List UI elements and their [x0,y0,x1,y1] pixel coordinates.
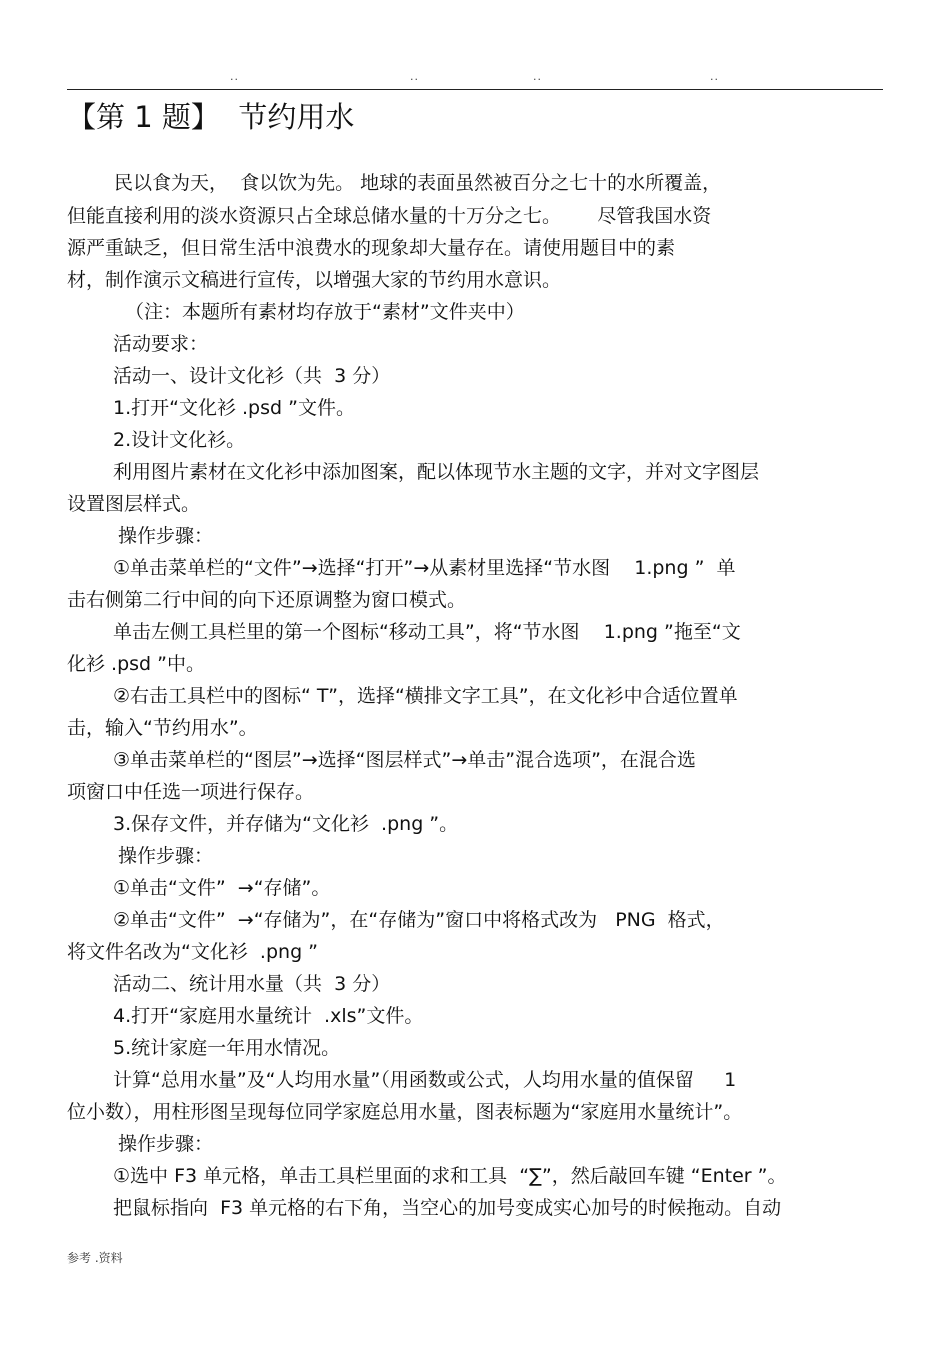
paragraph-line: （注：本题所有素材均存放于“素材”文件夹中） [125,301,525,323]
paragraph-line: 2.设计文化衫。 [113,429,246,451]
header-dots: .. [410,70,419,83]
paragraph-line: 4.打开“家庭用水量统计 .xls”文件。 [113,1005,424,1027]
paragraph-line: 活动要求： [113,333,209,355]
paragraph-line: 5.统计家庭一年用水情况。 [113,1037,341,1059]
paragraph-line: 项窗口中任选一项进行保存。 [67,781,315,803]
paragraph-line: 位小数），用柱形图呈现每位同学家庭总用水量，图表标题为“家庭用水量统计”。 [67,1101,743,1123]
paragraph-line: ③单击菜单栏的“图层”→选择“图层样式”→单击”混合选项”，在混合选 [113,749,696,771]
paragraph-line: 活动二、统计用水量（共 3 分） [113,973,391,995]
paragraph-line: 1.打开“文化衫 .psd ”文件。 [113,397,355,419]
paragraph-line: 源严重缺乏，但日常生活中浪费水的现象却大量存在。请使用题目中的素 [67,237,676,259]
paragraph-line: 操作步骤： [118,845,214,867]
paragraph-line: 利用图片素材在文化衫中添加图案，配以体现节水主题的文字，并对文字图层 [113,461,760,483]
paragraph-line: 但能直接利用的淡水资源只占全球总储水量的十万分之七。 尽管我国水资 [67,205,712,227]
header-dots: .. [533,70,542,83]
header-dots: .. [710,70,719,83]
paragraph-line: ①选中 F3 单元格，单击工具栏里面的求和工具 “∑”，然后敲回车键 “Enter ”。 [113,1165,787,1187]
paragraph-line: 击右侧第二行中间的向下还原调整为窗口模式。 [67,589,467,611]
paragraph-line: 操作步骤： [118,525,214,547]
paragraph-line: ①单击“文件” →“存储”。 [113,877,331,899]
paragraph-line: ②单击“文件” →“存储为”，在“存储为”窗口中将格式改为 PNG 格式， [113,909,725,931]
paragraph-line: 3.保存文件，并存储为“文化衫 .png ”。 [113,813,459,835]
header-rule [67,89,883,90]
paragraph-line: 击，输入“节约用水”。 [67,717,258,739]
paragraph-line: 民以食为天， 食以饮为先。 地球的表面虽然被百分之七十的水所覆盖， [114,172,722,194]
paragraph-line: 操作步骤： [118,1133,214,1155]
header-dots: .. [230,70,239,83]
paragraph-line: ①单击菜单栏的“文件”→选择“打开”→从素材里选择“节水图 1.png ” 单 [113,557,736,579]
page-footer: 参考 .资料 [67,1251,123,1265]
paragraph-line: 活动一、设计文化衫（共 3 分） [113,365,391,387]
paragraph-line: 计算“总用水量”及“人均用水量”（用函数或公式，人均用水量的值保留 1 [113,1069,737,1091]
paragraph-line: 设置图层样式。 [67,493,201,515]
paragraph-line: ②右击工具栏中的图标“ T”，选择“横排文字工具”，在文化衫中合适位置单 [113,685,738,707]
paragraph-line: 单击左侧工具栏里的第一个图标“移动工具”，将“节水图 1.png ”拖至“文 [113,621,741,643]
page-title: 【第 1 题】 节约用水 [67,100,355,134]
paragraph-line: 材，制作演示文稿进行宣传，以增强大家的节约用水意识。 [67,269,562,291]
paragraph-line: 将文件名改为“文化衫 .png ” [67,941,319,963]
paragraph-line: 化衫 .psd ”中。 [67,653,205,675]
paragraph-line: 把鼠标指向 F3 单元格的右下角，当空心的加号变成实心加号的时候拖动。自动 [113,1197,782,1219]
